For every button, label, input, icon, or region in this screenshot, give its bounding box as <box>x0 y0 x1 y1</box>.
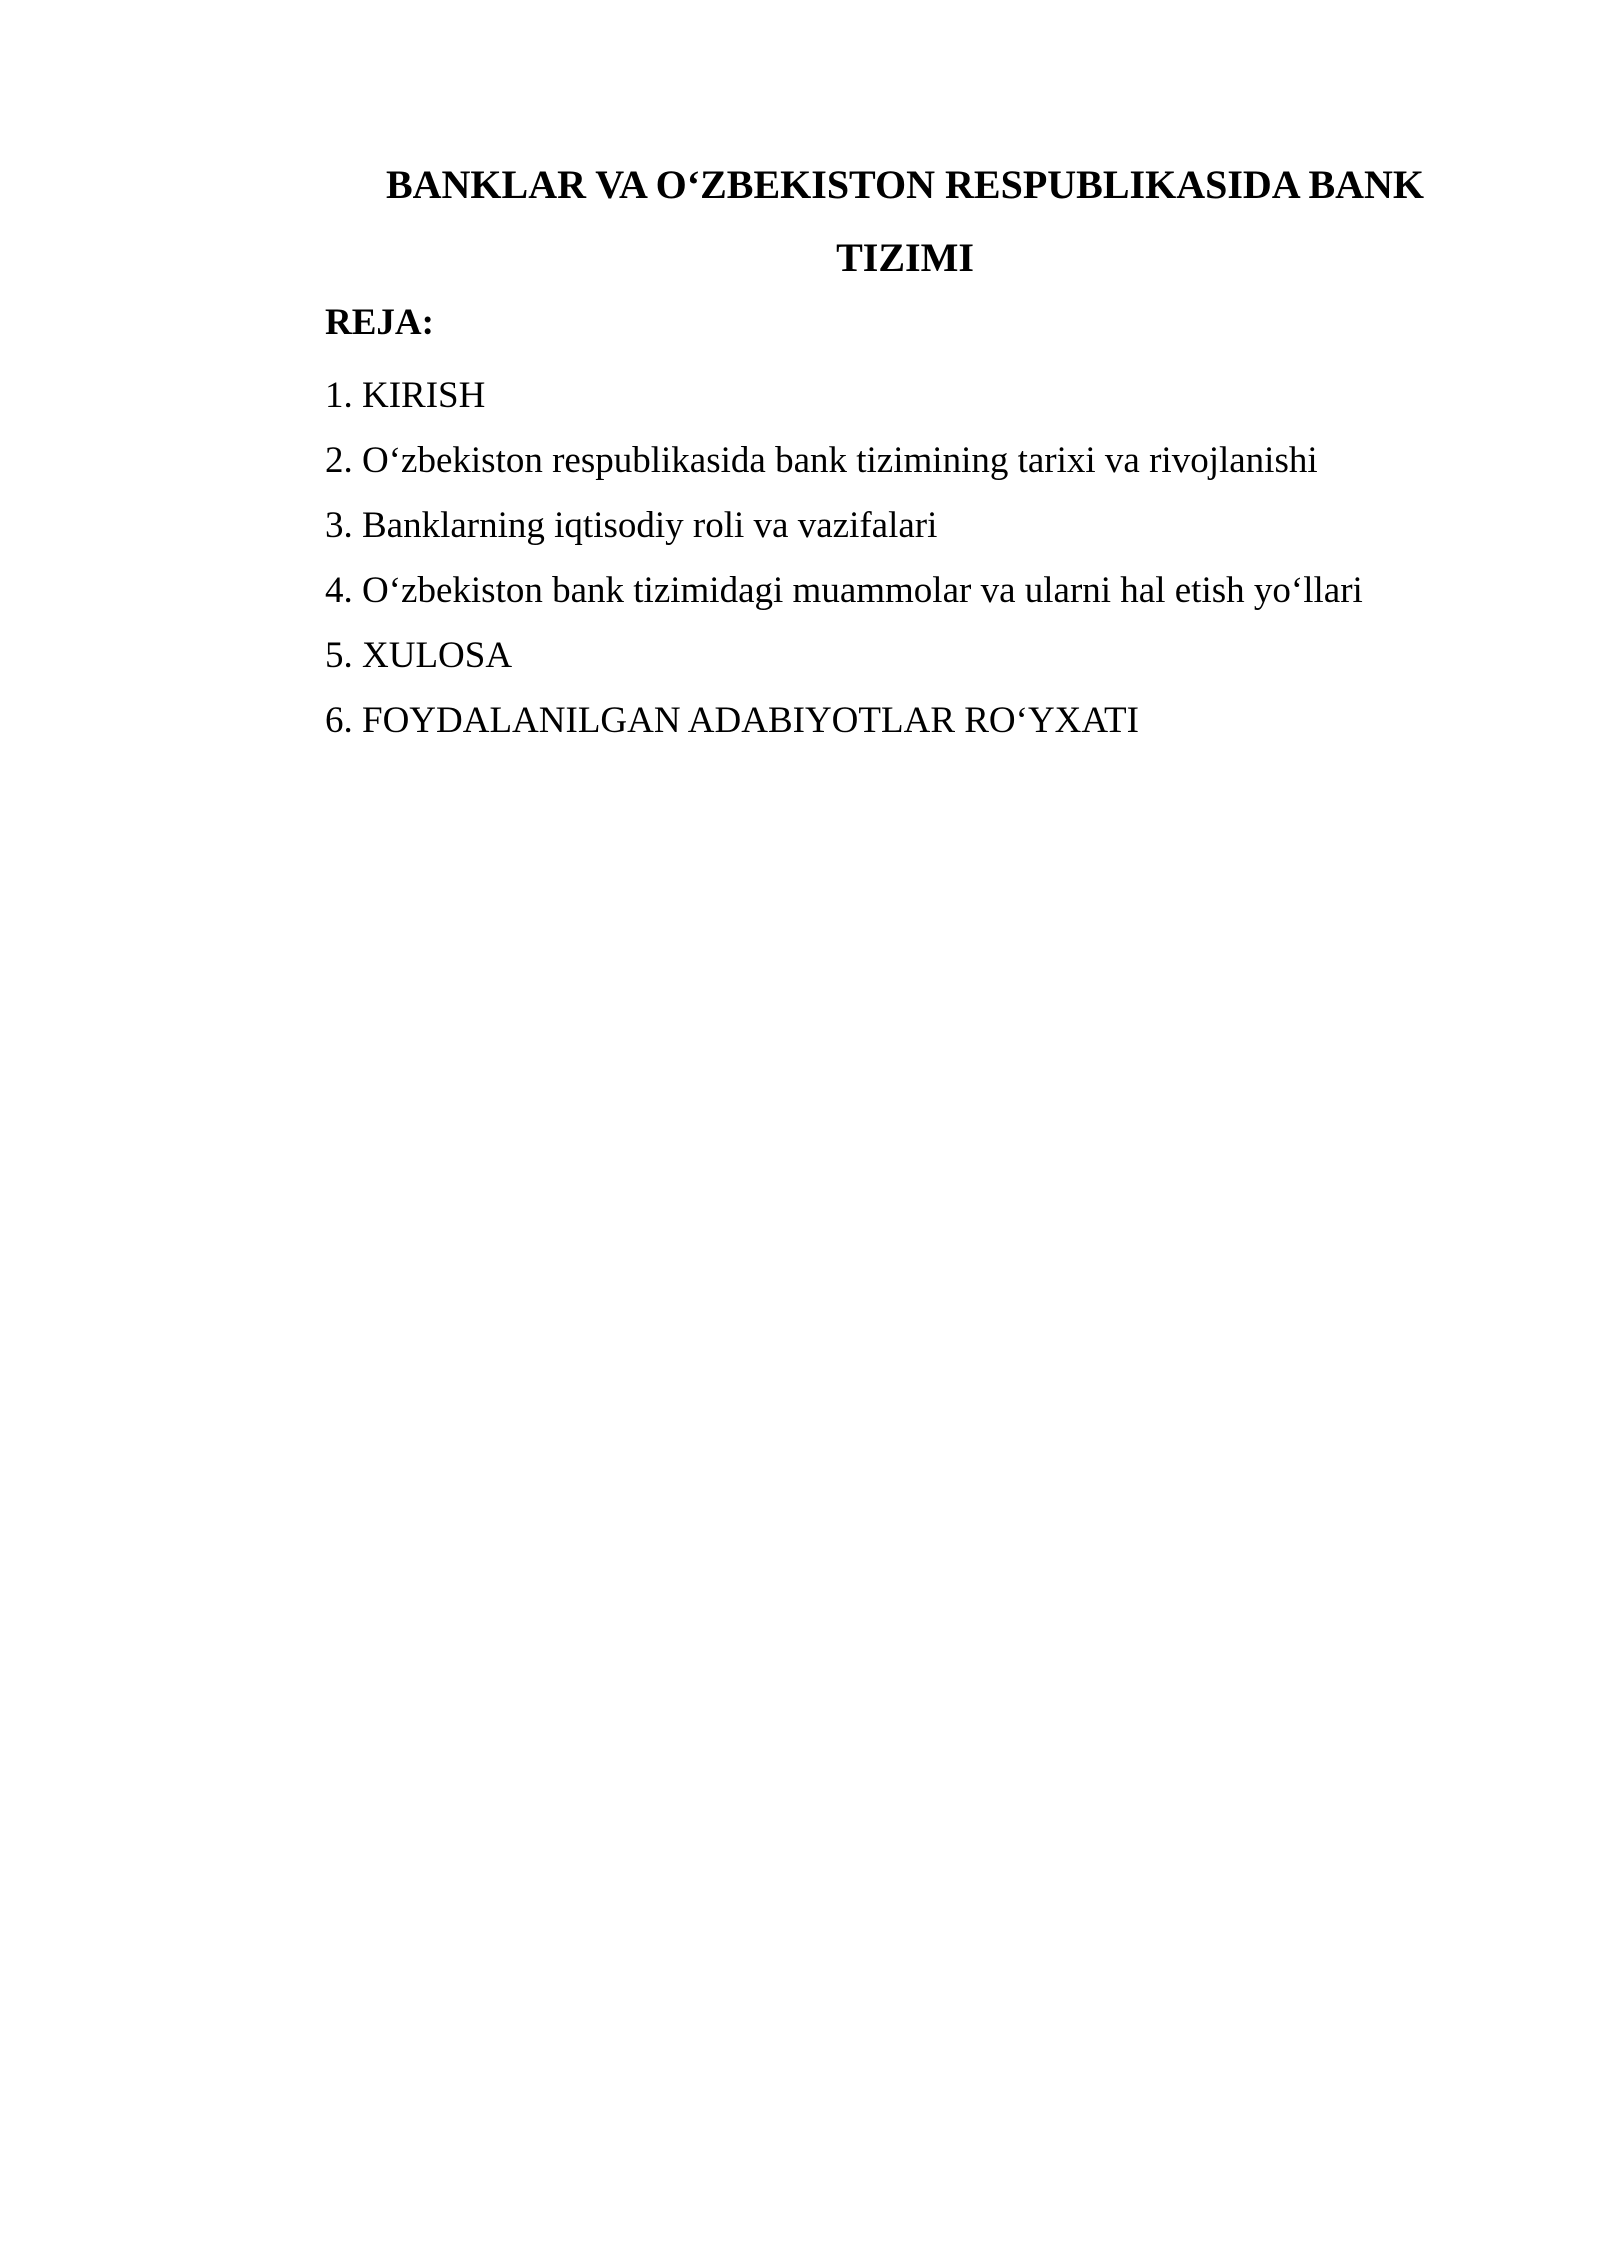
document-title <box>325 148 1485 294</box>
plan-item: 3. Banklarning iqtisodiy roli va vazifalari <box>325 505 938 546</box>
plan-item: 2. O‘zbekiston respublikasida bank tizimining tarixi va rivojlanishi <box>325 440 1318 481</box>
plan-item: 5. XULOSA <box>325 635 513 676</box>
plan-item: 4. O‘zbekiston bank tizimidagi muammolar va ularni hal etish yo‘llari <box>325 570 1363 611</box>
plan-list <box>325 363 1363 753</box>
title-line-2: TIZIMI <box>836 235 974 280</box>
plan-item: 6. FOYDALANILGAN ADABIYOTLAR RO‘YXATI <box>325 700 1139 741</box>
title-line-1: BANKLAR VA O‘ZBEKISTON RESPUBLIKASIDA BANK <box>385 162 1425 207</box>
plan-heading: REJA: <box>325 302 434 343</box>
plan-item: 1. KIRISH <box>325 375 486 416</box>
